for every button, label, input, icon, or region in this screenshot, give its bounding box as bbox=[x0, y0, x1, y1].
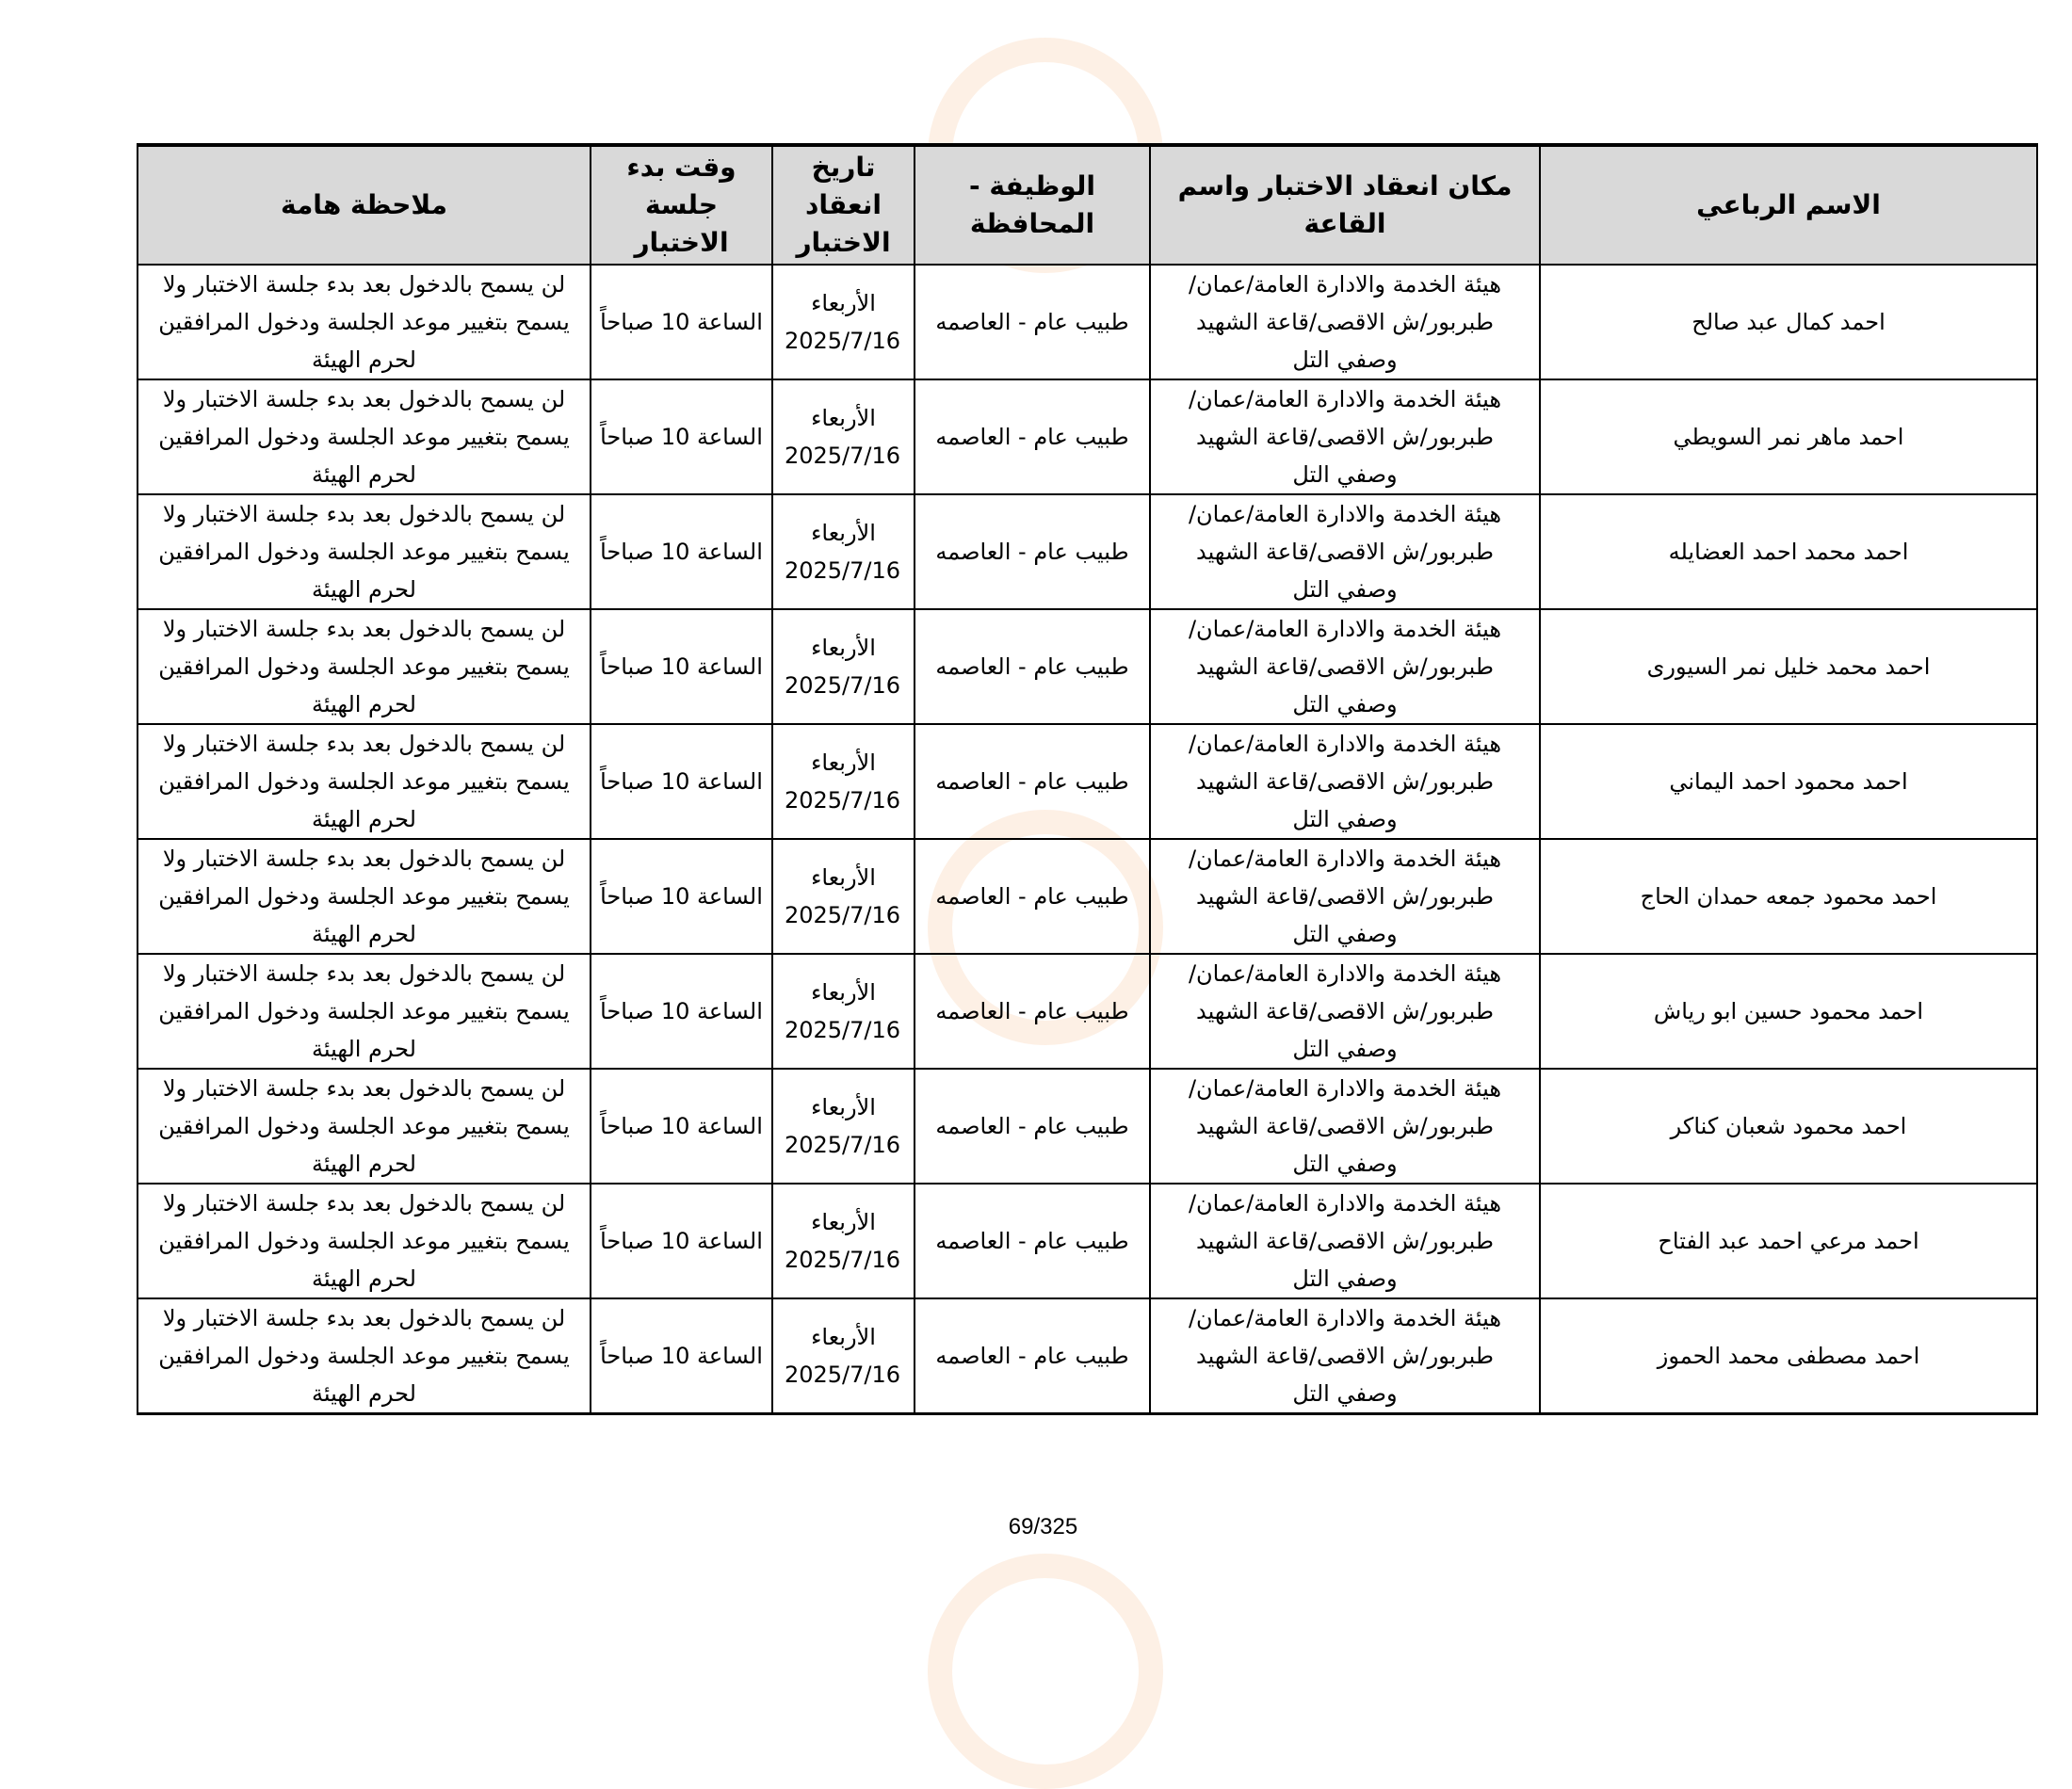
cell-date: الأربعاء 2025/7/16 bbox=[772, 954, 915, 1069]
cell-date: الأربعاء 2025/7/16 bbox=[772, 1298, 915, 1414]
table-row bbox=[138, 1184, 2037, 1298]
cell-place: هيئة الخدمة والادارة العامة/عمان/طبربور/ش الاقصى/قاعة الشهيد وصفي التل bbox=[1150, 379, 1540, 494]
cell-note: لن يسمح بالدخول بعد بدء جلسة الاختبار ولا يسمح بتغيير موعد الجلسة ودخول المرافقين لحرم الهيئة bbox=[138, 609, 591, 724]
cell-name: احمد محمود شعبان كناكر bbox=[1540, 1069, 2037, 1184]
cell-name: احمد محمد احمد العضايله bbox=[1540, 494, 2037, 609]
cell-place: هيئة الخدمة والادارة العامة/عمان/طبربور/ش الاقصى/قاعة الشهيد وصفي التل bbox=[1150, 1298, 1540, 1414]
cell-note: لن يسمح بالدخول بعد بدء جلسة الاختبار ولا يسمح بتغيير موعد الجلسة ودخول المرافقين لحرم الهيئة bbox=[138, 839, 591, 954]
cell-job: طبيب عام - العاصمه bbox=[915, 379, 1150, 494]
cell-place: هيئة الخدمة والادارة العامة/عمان/طبربور/ش الاقصى/قاعة الشهيد وصفي التل bbox=[1150, 724, 1540, 839]
cell-name: احمد محمد خليل نمر السيورى bbox=[1540, 609, 2037, 724]
table-row bbox=[138, 609, 2037, 724]
cell-date: الأربعاء 2025/7/16 bbox=[772, 839, 915, 954]
cell-date: الأربعاء 2025/7/16 bbox=[772, 1184, 915, 1298]
cell-name: احمد محمود جمعه حمدان الحاج bbox=[1540, 839, 2037, 954]
cell-job: طبيب عام - العاصمه bbox=[915, 1184, 1150, 1298]
header-job: الوظيفة - المحافظة bbox=[915, 145, 1150, 265]
cell-note: لن يسمح بالدخول بعد بدء جلسة الاختبار ولا يسمح بتغيير موعد الجلسة ودخول المرافقين لحرم الهيئة bbox=[138, 724, 591, 839]
cell-job: طبيب عام - العاصمه bbox=[915, 954, 1150, 1069]
watermark-clock-logo bbox=[928, 1554, 1163, 1789]
cell-job: طبيب عام - العاصمه bbox=[915, 1298, 1150, 1414]
table-row bbox=[138, 494, 2037, 609]
cell-time: الساعة 10 صباحاً bbox=[591, 1184, 772, 1298]
cell-name: احمد ماهر نمر السويطي bbox=[1540, 379, 2037, 494]
cell-job: طبيب عام - العاصمه bbox=[915, 609, 1150, 724]
cell-date: الأربعاء 2025/7/16 bbox=[772, 265, 915, 379]
page-number: 69/325 bbox=[1008, 1514, 1078, 1539]
cell-date: الأربعاء 2025/7/16 bbox=[772, 494, 915, 609]
cell-note: لن يسمح بالدخول بعد بدء جلسة الاختبار ولا يسمح بتغيير موعد الجلسة ودخول المرافقين لحرم الهيئة bbox=[138, 1069, 591, 1184]
cell-note: لن يسمح بالدخول بعد بدء جلسة الاختبار ولا يسمح بتغيير موعد الجلسة ودخول المرافقين لحرم الهيئة bbox=[138, 1184, 591, 1298]
cell-place: هيئة الخدمة والادارة العامة/عمان/طبربور/ش الاقصى/قاعة الشهيد وصفي التل bbox=[1150, 265, 1540, 379]
cell-time: الساعة 10 صباحاً bbox=[591, 494, 772, 609]
table-row bbox=[138, 954, 2037, 1069]
cell-time: الساعة 10 صباحاً bbox=[591, 265, 772, 379]
cell-note: لن يسمح بالدخول بعد بدء جلسة الاختبار ولا يسمح بتغيير موعد الجلسة ودخول المرافقين لحرم الهيئة bbox=[138, 954, 591, 1069]
cell-date: الأربعاء 2025/7/16 bbox=[772, 1069, 915, 1184]
header-note: ملاحظة هامة bbox=[138, 145, 591, 265]
table-row bbox=[138, 1069, 2037, 1184]
cell-date: الأربعاء 2025/7/16 bbox=[772, 724, 915, 839]
table-row bbox=[138, 379, 2037, 494]
cell-note: لن يسمح بالدخول بعد بدء جلسة الاختبار ولا يسمح بتغيير موعد الجلسة ودخول المرافقين لحرم الهيئة bbox=[138, 265, 591, 379]
cell-job: طبيب عام - العاصمه bbox=[915, 494, 1150, 609]
cell-job: طبيب عام - العاصمه bbox=[915, 839, 1150, 954]
cell-note: لن يسمح بالدخول بعد بدء جلسة الاختبار ولا يسمح بتغيير موعد الجلسة ودخول المرافقين لحرم الهيئة bbox=[138, 1298, 591, 1414]
cell-time: الساعة 10 صباحاً bbox=[591, 724, 772, 839]
cell-name: احمد مرعي احمد عبد الفتاح bbox=[1540, 1184, 2037, 1298]
table-row bbox=[138, 839, 2037, 954]
cell-place: هيئة الخدمة والادارة العامة/عمان/طبربور/ش الاقصى/قاعة الشهيد وصفي التل bbox=[1150, 1184, 1540, 1298]
cell-date: الأربعاء 2025/7/16 bbox=[772, 379, 915, 494]
header-place: مكان انعقاد الاختبار واسم القاعة bbox=[1150, 145, 1540, 265]
cell-name: احمد كمال عبد صالح bbox=[1540, 265, 2037, 379]
header-time: وقت بدء جلسة الاختبار bbox=[591, 145, 772, 265]
cell-time: الساعة 10 صباحاً bbox=[591, 609, 772, 724]
cell-name: احمد محمود احمد اليماني bbox=[1540, 724, 2037, 839]
cell-note: لن يسمح بالدخول بعد بدء جلسة الاختبار ولا يسمح بتغيير موعد الجلسة ودخول المرافقين لحرم الهيئة bbox=[138, 379, 591, 494]
cell-note: لن يسمح بالدخول بعد بدء جلسة الاختبار ولا يسمح بتغيير موعد الجلسة ودخول المرافقين لحرم الهيئة bbox=[138, 494, 591, 609]
cell-place: هيئة الخدمة والادارة العامة/عمان/طبربور/ش الاقصى/قاعة الشهيد وصفي التل bbox=[1150, 494, 1540, 609]
table-row bbox=[138, 724, 2037, 839]
table-header-row bbox=[138, 145, 2037, 265]
cell-name: احمد محمود حسين ابو رياش bbox=[1540, 954, 2037, 1069]
cell-place: هيئة الخدمة والادارة العامة/عمان/طبربور/ش الاقصى/قاعة الشهيد وصفي التل bbox=[1150, 1069, 1540, 1184]
cell-job: طبيب عام - العاصمه bbox=[915, 265, 1150, 379]
cell-job: طبيب عام - العاصمه bbox=[915, 724, 1150, 839]
cell-date: الأربعاء 2025/7/16 bbox=[772, 609, 915, 724]
cell-place: هيئة الخدمة والادارة العامة/عمان/طبربور/ش الاقصى/قاعة الشهيد وصفي التل bbox=[1150, 609, 1540, 724]
exam-schedule-table bbox=[137, 143, 2038, 1415]
cell-job: طبيب عام - العاصمه bbox=[915, 1069, 1150, 1184]
cell-time: الساعة 10 صباحاً bbox=[591, 1298, 772, 1414]
cell-time: الساعة 10 صباحاً bbox=[591, 1069, 772, 1184]
cell-time: الساعة 10 صباحاً bbox=[591, 954, 772, 1069]
cell-place: هيئة الخدمة والادارة العامة/عمان/طبربور/ش الاقصى/قاعة الشهيد وصفي التل bbox=[1150, 839, 1540, 954]
table-row bbox=[138, 265, 2037, 379]
table-row bbox=[138, 1298, 2037, 1414]
header-date: تاريخ انعقاد الاختبار bbox=[772, 145, 915, 265]
header-name: الاسم الرباعي bbox=[1540, 145, 2037, 265]
cell-name: احمد مصطفى محمد الحموز bbox=[1540, 1298, 2037, 1414]
cell-place: هيئة الخدمة والادارة العامة/عمان/طبربور/ش الاقصى/قاعة الشهيد وصفي التل bbox=[1150, 954, 1540, 1069]
cell-time: الساعة 10 صباحاً bbox=[591, 379, 772, 494]
cell-time: الساعة 10 صباحاً bbox=[591, 839, 772, 954]
